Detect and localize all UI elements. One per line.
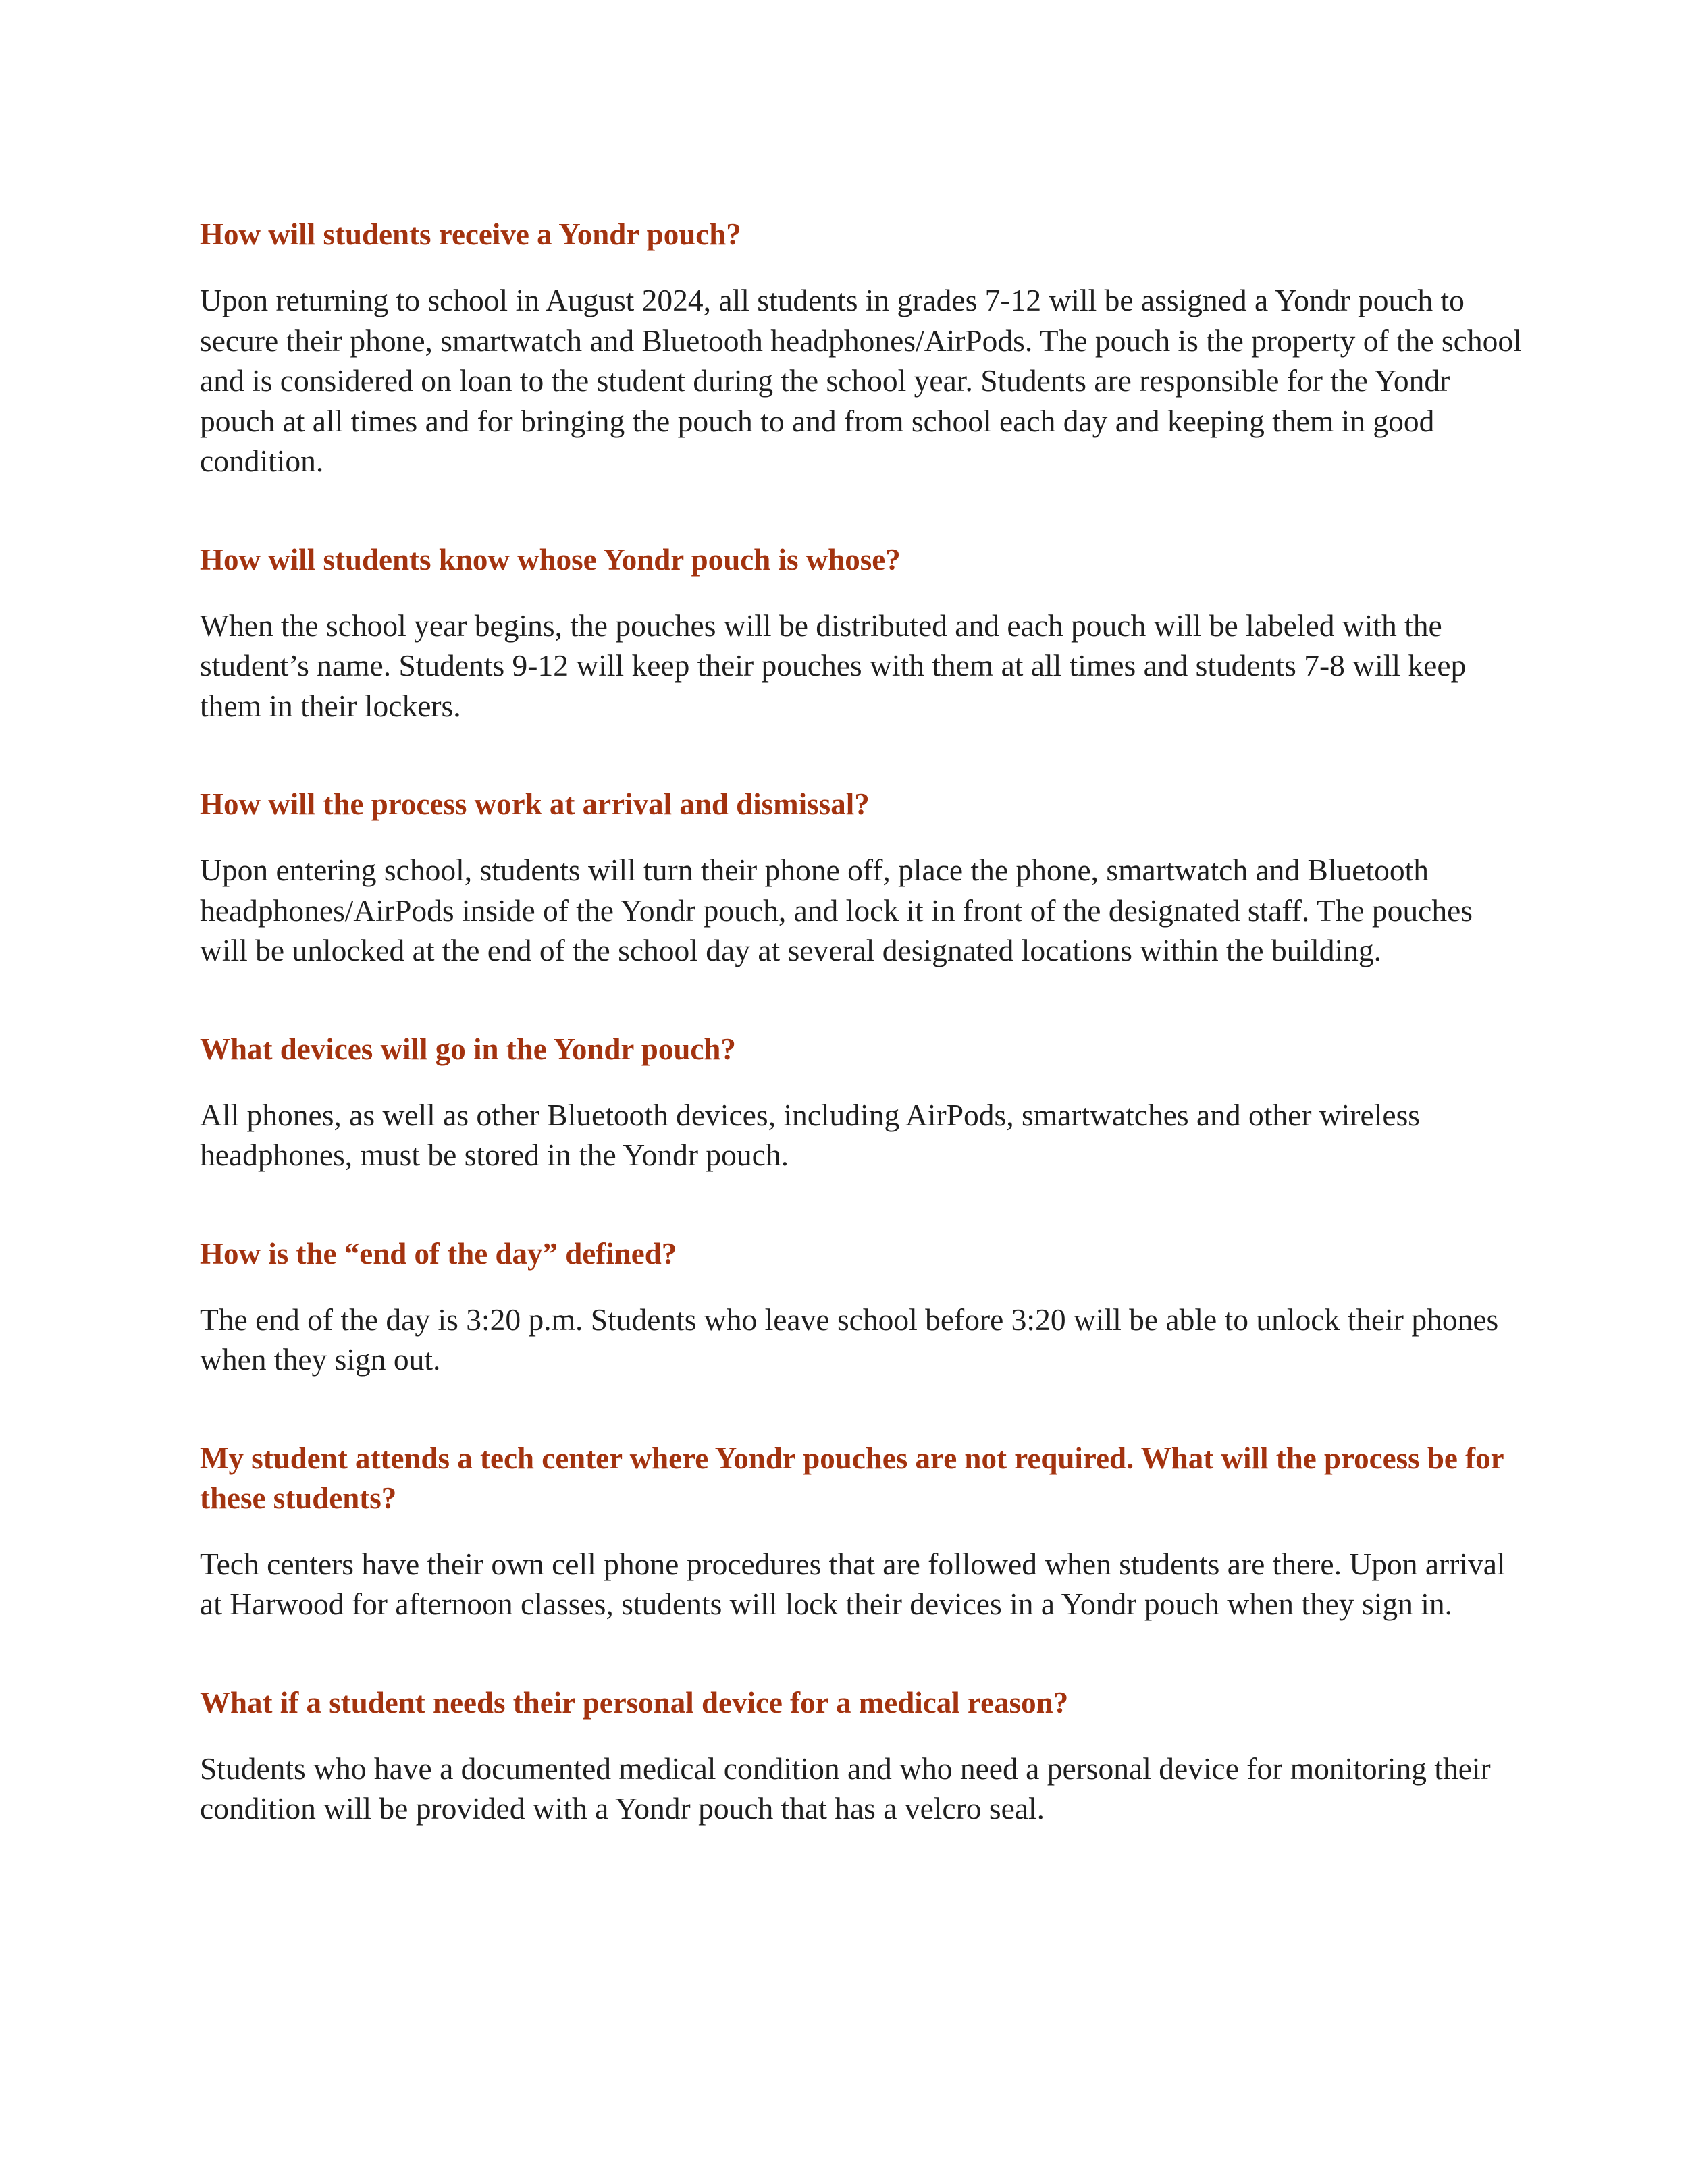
faq-item-devices (200, 1030, 1523, 1175)
faq-answer: All phones, as well as other Bluetooth devices, including AirPods, smartwatches and other wireless headphones, must be stored in the Yondr pouch. (200, 1097, 1421, 1172)
faq-question: How will students receive a Yondr pouch? (200, 217, 741, 251)
faq-item-tech-center (200, 1439, 1523, 1624)
faq-question: What if a student needs their personal device for a medical reason? (200, 1685, 1069, 1720)
faq-question: What devices will go in the Yondr pouch? (200, 1032, 736, 1066)
faq-item-receive-pouch (200, 215, 1523, 481)
faq-item-whose-pouch (200, 540, 1523, 726)
faq-answer: The end of the day is 3:20 p.m. Students who leave school before 3:20 will be able to unlock their phones when they sign out. (200, 1302, 1499, 1377)
faq-answer: Upon returning to school in August 2024, all students in grades 7-12 will be assigned a Yondr pouch to secure their phone, smartwatch and Bluetooth headphones/AirPods. The pouch is the property of the school and is considered on loan to the student during the school year. Students are responsible for the Yondr pouch at all times and for bringing the pouch to and from school each day and keeping them in good condition. (200, 283, 1522, 478)
faq-question: How will students know whose Yondr pouch is whose? (200, 542, 901, 577)
faq-item-medical (200, 1683, 1523, 1829)
faq-answer: When the school year begins, the pouches will be distributed and each pouch will be labeled with the student’s name. Students 9-12 will keep their pouches with them at all times and students 7-8 will keep them in their lockers. (200, 608, 1467, 723)
faq-answer: Students who have a documented medical condition and who need a personal device for monitoring their condition will be provided with a Yondr pouch that has a velcro seal. (200, 1751, 1491, 1826)
faq-answer: Upon entering school, students will turn their phone off, place the phone, smartwatch and Bluetooth headphones/AirPods inside of the Yondr pouch, and lock it in front of the designated staff. The pouches will be unlocked at the end of the school day at several designated locations within the building. (200, 853, 1473, 967)
faq-answer: Tech centers have their own cell phone procedures that are followed when students are there. Upon arrival at Harwood for afternoon classes, students will lock their devices in a Yondr pouch when they sign in. (200, 1546, 1506, 1621)
faq-item-arrival-dismissal (200, 784, 1523, 971)
faq-document (200, 215, 1523, 1829)
faq-item-end-of-day (200, 1234, 1523, 1380)
faq-question: How will the process work at arrival and dismissal? (200, 787, 870, 821)
faq-question: How is the “end of the day” defined? (200, 1236, 677, 1271)
faq-question: My student attends a tech center where Yondr pouches are not required. What will the process be for these students? (200, 1441, 1504, 1515)
